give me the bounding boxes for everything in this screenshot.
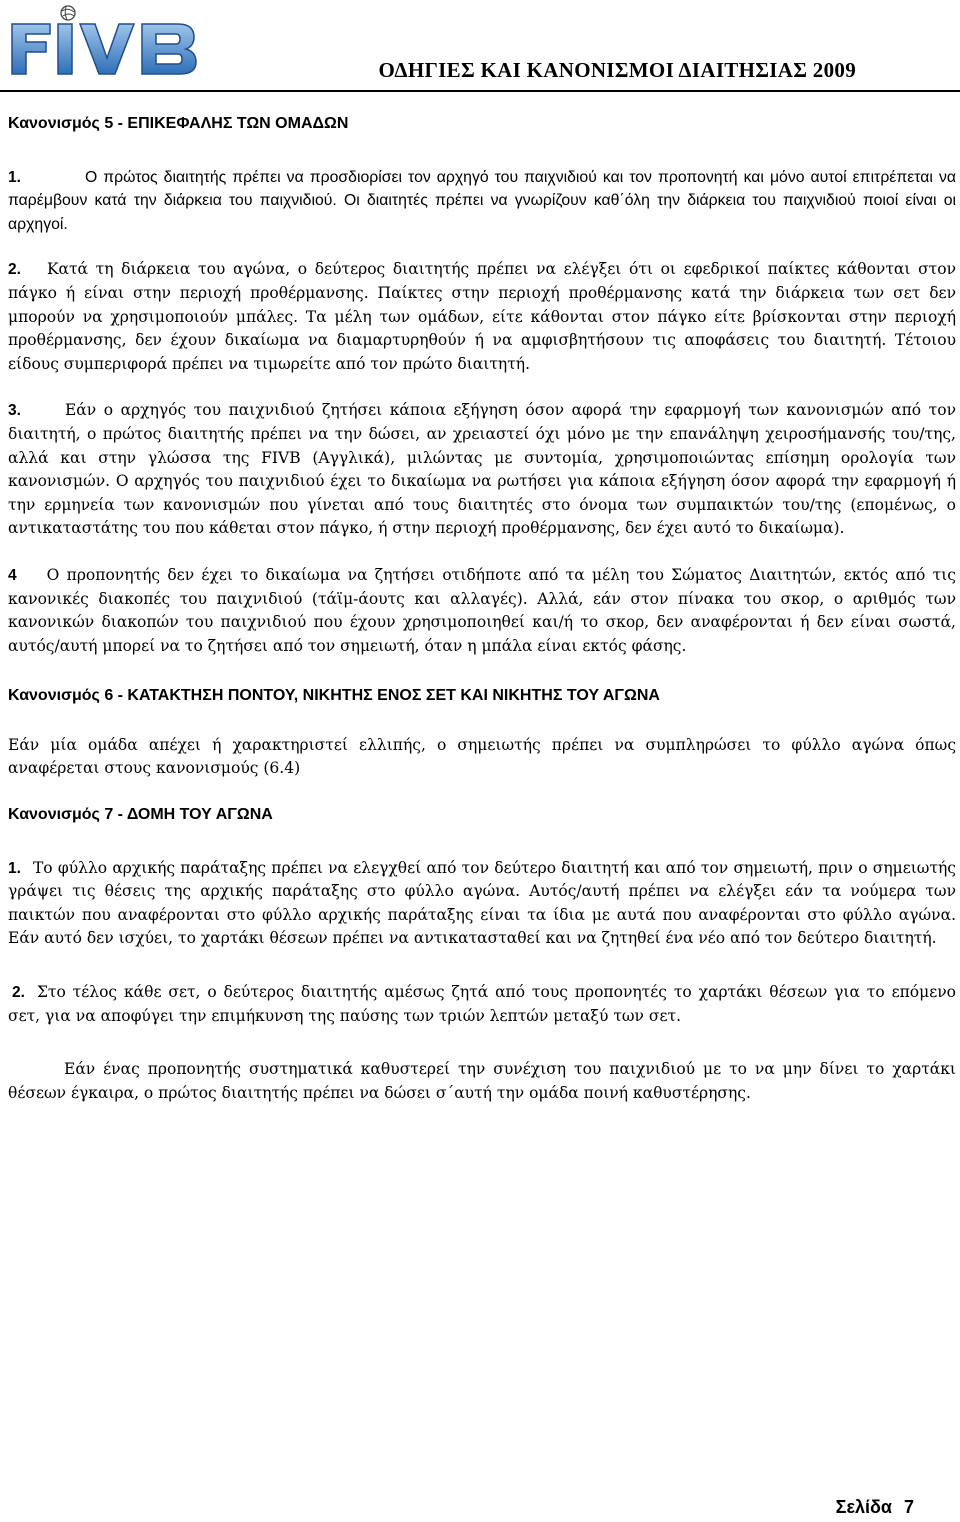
page-header (0, 0, 960, 96)
paragraph-text: Στο τέλος κάθε σετ, ο δεύτερος διαιτητής αμέσως ζητά από τους προπονητές το χαρτάκι θέσεων για το επόμενο σετ, για να αποφύγει την επιμήκυνση της παύσης των τριών λεπτών μεταξύ των σετ. (8, 983, 956, 1025)
rule7-paragraph-1 (8, 857, 956, 951)
rule7-paragraph-2 (8, 981, 956, 1028)
rule7-heading: Κανονισμός 7 - ΔΟΜΗ ΤΟΥ ΑΓΩΝΑ (8, 806, 273, 824)
fivb-logo (6, 4, 202, 82)
paragraph-text: Εάν ο αρχηγός του παιχνιδιού ζητήσει κάποια εξήγηση όσον αφορά την εφαρμογή των κανονισμών από τον διαιτητή, ο πρώτος διαιτητής πρέπει να την δώσει, αν χρειαστεί όχι μόνο με την επανάληψη χειροσήμανσής του/της, αλλά και στην γλώσσα της FIVB (Αγγλικά), μιλώντας με συντομία, χρησιμοποιώντας επίσημη ορολογία των κανονισμών. Ο αρχηγός του παιχνιδιού έχει το δικαίωμα να ρωτήσει για κάποια εξήγηση όσον αφορά την εφαρμογή ή την ερμηνεία των κανονισμών που γίνεται από τους διαιτητές στο όνομα των συμπαικτών του/της (επομένως, ο αντικαταστάτης του που κάθεται στον πάγκο, ή στην περιοχή προθέρμανσης, δεν έχει αυτό το δικαίωμα). (8, 401, 956, 538)
paragraph-number: 1. (8, 168, 21, 186)
rule6-heading: Κανονισμός 6 - ΚΑΤΑΚΤΗΣΗ ΠΟΝΤΟΥ, ΝΙΚΗΤΗΣ ΕΝΟΣ ΣΕΤ ΚΑΙ ΝΙΚΗΤΗΣ ΤΟΥ ΑΓΩΝΑ (8, 687, 660, 705)
paragraph-number: 1. (8, 859, 21, 877)
paragraph-number: 4 (8, 566, 17, 584)
paragraph-text: Ο προπονητής δεν έχει το δικαίωμα να ζητήσει οτιδήποτε από τα μέλη του Σώματος Διαιτητών, εκτός από τις κανονικές διακοπές του παιχνιδιού (τάϊμ-άουτς και αλλαγές). Αλλά, εάν στον πίνακα του σκορ, ο αριθμός των κανονικών διακοπών του παιχνιδιού που έχουν χρησιμοποιηθεί και/ή το σκορ, δεν αναφέρονται ή δεν είναι σωστά, αυτός/αυτή μπορεί να το ζητήσει από τον σημειωτή, όταν η μπάλα είναι εκτός φάσης. (8, 565, 956, 655)
rule5-heading: Κανονισμός 5 - ΕΠΙΚΕΦΑΛΗΣ ΤΩΝ ΟΜΑΔΩΝ (8, 115, 349, 132)
page-number-value: 7 (903, 1497, 914, 1517)
rule5-paragraph-3 (8, 399, 956, 541)
page-body (8, 112, 956, 1105)
rule6-paragraph: Εάν μία ομάδα απέχει ή χαρακτηριστεί ελλιπής, ο σημειωτής πρέπει να συμπληρώσει το φύλλο αγώνα όπως αναφέρεται στους κανονισμούς (6.4) (8, 735, 956, 778)
rule7-paragraph-3 (8, 1058, 956, 1105)
rule5-paragraph-1 (8, 166, 956, 237)
paragraph-text: Ο πρώτος διαιτητής πρέπει να προσδιορίσει τον αρχηγό του παιχνιδιού και τον προπονητή και μόνο αυτοί επιτρέπεται να παρέμβουν κατά την διάρκεια του παιχνιδιού. Οι διαιτητές πρέπει να γνωρίζουν καθ΄όλη την διάρκεια του παιχνιδιού ποιοί είναι οι αρχηγοί. (8, 168, 956, 233)
rule5-paragraph-2 (8, 258, 956, 376)
paragraph-text: Το φύλλο αρχικής παράταξης πρέπει να ελεγχθεί από τον δεύτερο διαιτητή και από τον σημειωτή, πριν ο σημειωτής γράψει τις θέσεις της αρχικής παράταξης στο φύλλο αγώνα. Αυτός/αυτή πρέπει να ελέγξει εάν τα νούμερα των παικτών που αναφέρονται στο φύλλο αρχικής παράταξης είναι τα ίδια με αυτά που αναφέρονται στο φύλλο αγώνα. Εάν αυτό δεν ισχύει, το χαρτάκι θέσεων πρέπει να αντικατασταθεί και να ζητηθεί ένα νέο από τον δεύτερο διαιτητή. (8, 858, 956, 948)
page-label: Σελίδα (835, 1497, 892, 1517)
document-title: ΟΔΗΓΙΕΣ ΚΑΙ ΚΑΝΟΝΙΣΜΟΙ ΔΙΑΙΤΗΣΙΑΣ 2009 (378, 58, 856, 82)
paragraph-number: 3. (8, 402, 21, 420)
paragraph-text: Κατά τη διάρκεια του αγώνα, ο δεύτερος διαιτητής πρέπει να ελέγξει ότι οι εφεδρικοί παίκτες κάθονται στον πάγκο ή είναι στην περιοχή προθέρμανσης. Παίκτες στην περιοχή προθέρμανσης κατά την διάρκεια των σετ δεν μπορούν να χρησιμοποιούν μπάλες. Τα μέλη των ομάδων, είτε κάθονται στον πάγκο είτε βρίσκονται στην περιοχή προθέρμανσης, δεν έχουν δικαίωμα να διαμαρτυρηθούν ή να αμφισβητήσουν τις αποφάσεις του διαιτητή. Τέτοιου είδους συμπεριφορά πρέπει να τιμωρείτε από τον πρώτο διαιτητή. (8, 260, 956, 373)
header-divider (0, 90, 960, 92)
rule5-paragraph-4 (8, 564, 956, 658)
paragraph-number: 2. (8, 261, 21, 279)
paragraph-number: 2. (12, 984, 25, 1002)
paragraph-text: Εάν ένας προπονητής συστηματικά καθυστερεί την συνέχιση του παιχνιδιού με το να μην δίνει το χαρτάκι θέσεων έγκαιρα, ο πρώτος διαιτητής πρέπει να δώσει σ΄αυτή την ομάδα ποινή καθυστέρησης. (8, 1060, 956, 1102)
page-number (836, 1497, 914, 1518)
